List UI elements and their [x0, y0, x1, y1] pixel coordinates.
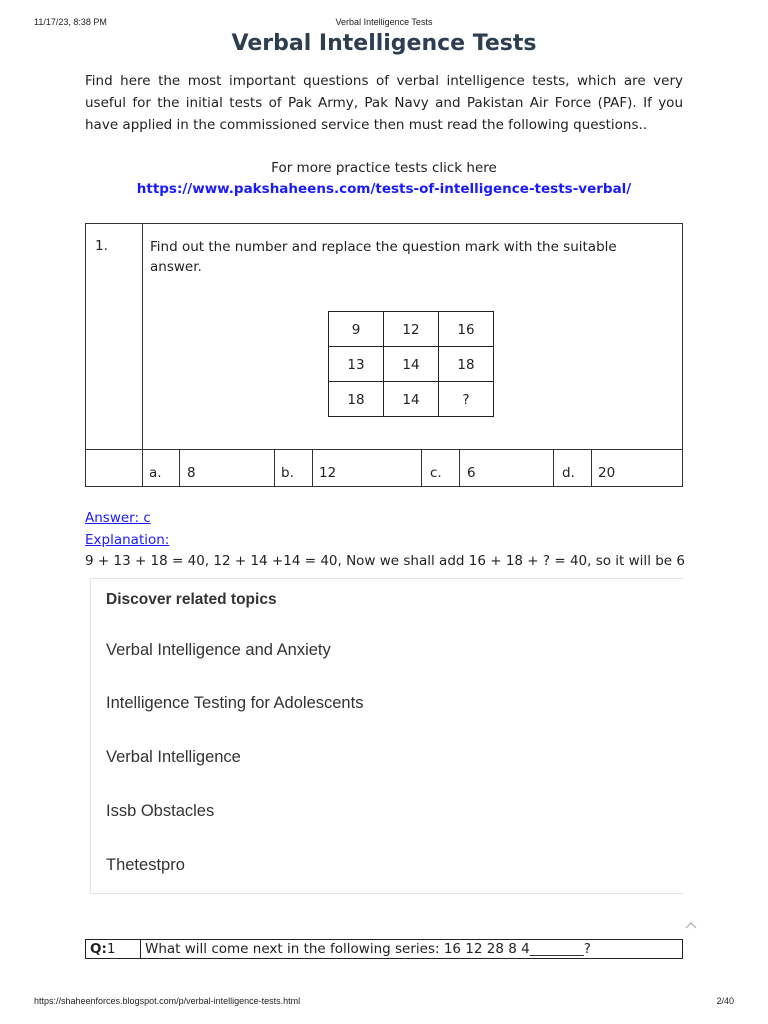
related-topics-heading: Discover related topics: [106, 591, 277, 608]
print-page-number: 2/40: [716, 996, 734, 1006]
question-number: 1.: [86, 224, 143, 450]
option-c-value: 6: [460, 450, 554, 487]
grid-cell: 14: [384, 382, 439, 417]
series-q-number: 1: [106, 941, 116, 957]
series-question-text: What will come next in the following series: 16 12 28 8 4________?: [141, 940, 683, 959]
grid-cell-unknown: ?: [439, 382, 494, 417]
practice-link[interactable]: https://www.pakshaheens.com/tests-of-intelligence-tests-verbal/: [136, 181, 632, 197]
question-text: Find out the number and replace the question mark with the suitable answer.: [143, 224, 683, 450]
answer-section: [85, 508, 685, 573]
related-topics-panel: [90, 578, 683, 894]
option-d-letter: d.: [554, 450, 592, 487]
option-c-letter: c.: [422, 450, 460, 487]
page-title: Verbal Intelligence Tests: [231, 31, 537, 56]
explanation-text: 9 + 13 + 18 = 40, 12 + 14 +14 = 40, Now we shall add 16 + 18 + ? = 40, so it will be 6: [85, 553, 685, 569]
intro-paragraph: Find here the most important questions of verbal intelligence tests, which are very useful for the initial tests of Pak Army, Pak Navy and Pakistan Air Force (PAF). If you have applied in the commissioned service then must read the following questions..: [85, 73, 683, 133]
series-question-table: [85, 939, 683, 959]
option-a-value: 8: [180, 450, 275, 487]
grid-cell: 12: [384, 312, 439, 347]
print-title: Verbal Intelligence Tests: [335, 17, 433, 27]
print-footer: [34, 996, 734, 1008]
related-topic-item[interactable]: Verbal Intelligence and Anxiety: [106, 641, 331, 659]
series-question-label: [86, 940, 141, 959]
answer-link[interactable]: Answer: c: [85, 510, 151, 526]
option-b-value: 12: [313, 450, 422, 487]
grid-cell: 13: [329, 347, 384, 382]
grid-cell: 9: [329, 312, 384, 347]
related-topic-item[interactable]: Intelligence Testing for Adolescents: [106, 694, 364, 712]
option-a-letter: a.: [143, 450, 180, 487]
practice-section: [85, 158, 683, 200]
number-grid: [328, 311, 494, 417]
related-topic-item[interactable]: Thetestpro: [106, 856, 185, 874]
series-q-prefix: Q:: [90, 941, 107, 957]
explanation-link[interactable]: Explanation:: [85, 531, 170, 548]
chevron-up-icon[interactable]: [685, 918, 699, 932]
print-url: https://shaheenforces.blogspot.com/p/verbal-intelligence-tests.html: [34, 996, 301, 1006]
print-datetime: 11/17/23, 8:38 PM: [34, 17, 107, 27]
grid-cell: 16: [439, 312, 494, 347]
options-row: [86, 450, 683, 487]
related-topic-item[interactable]: Verbal Intelligence: [106, 748, 241, 766]
grid-cell: 14: [384, 347, 439, 382]
option-d-value: 20: [592, 450, 683, 487]
option-b-letter: b.: [275, 450, 313, 487]
grid-cell: 18: [439, 347, 494, 382]
grid-cell: 18: [329, 382, 384, 417]
practice-label: For more practice tests click here: [271, 160, 497, 176]
print-header: [34, 17, 734, 29]
related-topic-item[interactable]: Issb Obstacles: [106, 802, 215, 820]
